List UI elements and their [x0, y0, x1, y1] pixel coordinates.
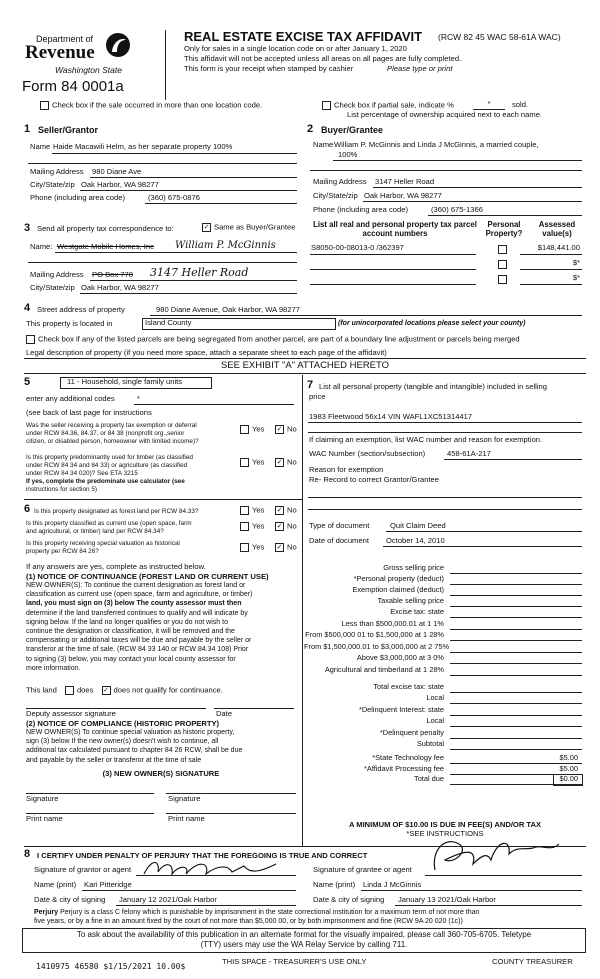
calc-label: Total due	[414, 774, 444, 783]
q-timber-no[interactable]	[275, 458, 297, 467]
checkbox[interactable]	[322, 101, 331, 110]
tax-corr-heading: Send all property tax correspondence to:	[37, 224, 174, 233]
section-4-number: 4	[24, 302, 31, 314]
does-label: does	[76, 685, 94, 695]
calc-label: Less than $500,000.01 at 1 1%	[341, 619, 444, 628]
form-number: Form 84 0001a	[22, 78, 124, 95]
rule	[310, 254, 476, 255]
total-due-box	[553, 774, 583, 786]
exempt-label: If claiming an exemption, list WAC number and reason for exemption.	[309, 435, 543, 444]
seller-mail-label: Mailing Address	[30, 167, 84, 176]
rule	[28, 262, 297, 263]
notice-1-line: signing below. If the land no longer qualifies or you do not wish to	[26, 618, 228, 626]
checkbox[interactable]	[240, 425, 249, 434]
multi-location-check[interactable]	[40, 101, 262, 110]
calc-value-rule	[450, 663, 582, 664]
does-not-checkbox[interactable]: ✓	[103, 687, 109, 694]
tax-corr-mail-handwritten: 3147 Heller Road	[150, 266, 249, 279]
seller-name-value: Haide Macawili Helm, as her separate property 100%	[53, 142, 233, 151]
rule	[150, 315, 582, 316]
buyer-mail-value: 3147 Heller Road	[375, 177, 435, 186]
tax-corr-name-label: Name:	[30, 242, 53, 251]
grantee-signature	[425, 830, 565, 874]
rule	[428, 215, 582, 216]
rule	[520, 254, 582, 255]
doc-type-label: Type of document	[309, 521, 370, 530]
rule	[308, 432, 582, 433]
grantee-date-label: Date & city of signing	[313, 895, 385, 904]
rule	[134, 404, 294, 405]
accessibility-line-1: To ask about the availability of this publication in an alternate format for the visually impaired, please call 360-705-6705. Teletype	[76, 930, 532, 939]
dept-line: Department of	[36, 34, 94, 44]
buyer-name-value: William P. McGinnis and Linda J McGinnis, a married couple,	[334, 140, 539, 149]
rule	[383, 546, 582, 547]
date-label: Date	[216, 709, 233, 718]
calc-value: $5.00	[559, 764, 578, 773]
rule	[24, 373, 586, 374]
rule	[52, 153, 297, 154]
notice-1-line: classification as current use (open space, farm and agriculture, or timber)	[26, 591, 253, 599]
yes-label: Yes	[252, 542, 265, 552]
q-timber-line-2: under RCW 84 34 and 84 33) or agriculture (as classified	[26, 462, 188, 469]
treasurer-use-note: THIS SPACE - TREASURER'S USE ONLY	[222, 957, 367, 966]
q-forest-yes[interactable]	[240, 506, 264, 515]
checkbox[interactable]	[26, 335, 35, 344]
q-current-use-yes[interactable]	[240, 522, 264, 531]
q-current-use-line-1: Is this property classified as current use (open space, farm	[26, 520, 192, 527]
accessibility-line-2: (TTY) users may use the WA Relay Service by calling 711.	[200, 940, 408, 949]
q-exemption-line-3: citizen, or disabled person, homeowner with limited income)?	[26, 438, 199, 445]
grantor-signature	[140, 854, 280, 880]
calc-label: Agricultural and timberland at 1 28%	[324, 665, 444, 674]
personal-prop-value: 1983 Fleetwood 56x14 VIN WAFL1XC51314417	[309, 412, 473, 421]
calc-label: *Affidavit Processing fee	[364, 764, 444, 773]
same-as-buyer-label: Same as Buyer/Grantee	[214, 222, 296, 232]
codes-label: enter any additional codes	[26, 394, 115, 403]
notice-2-line: and payable by the seller or transferor at the time of sale	[26, 756, 202, 764]
county-value: Island County	[145, 318, 192, 327]
grantee-date-value: January 13 2021/Oak Harbor	[398, 895, 496, 904]
q-exemption-line-2: under RCW 84.36, 84.37, or 84 38 (nonprofit org.,senior	[26, 430, 185, 437]
revenue-wordmark: Revenue	[25, 42, 95, 63]
street-value: 980 Diane Avenue, Oak Harbor, WA 98277	[156, 305, 300, 314]
codes-note: (see back of last page for instructions	[26, 408, 152, 417]
calc-value-rule	[450, 606, 582, 607]
calc-value-rule	[450, 749, 582, 750]
partial-note: List percentage of ownership acquired next to each name.	[347, 110, 543, 119]
notice-1-line: more information.	[26, 664, 81, 672]
notice-1-line: transferor at the time of sale. (RCW 84 33 140 or RCW 84.34 108) Prior	[26, 646, 249, 654]
calc-value-rule	[450, 692, 582, 693]
does-not-label: does not qualify for continuance.	[113, 685, 223, 695]
rule	[80, 293, 297, 294]
notice-1-title: (1) NOTICE OF CONTINUANCE (FOREST LAND OR CURRENT USE)	[26, 572, 269, 581]
rule	[145, 203, 297, 204]
buyer-name-value-2: 100%	[338, 150, 358, 159]
rule	[80, 190, 297, 191]
rule	[361, 890, 582, 891]
calc-label: *Delinquent Interest: state	[358, 705, 444, 714]
unincorp-note: (for unincorporated locations please select your county)	[338, 320, 526, 327]
calc-label: *State Technology fee	[372, 753, 444, 762]
notice-2-line: sign (3) below If the new owner(s) doesn't wish to continue, all	[26, 738, 219, 746]
calc-value-rule	[450, 640, 582, 641]
land-qualify-row	[26, 686, 223, 695]
calc-label: Total excise tax: state	[373, 682, 444, 691]
header-note-3b: Please type or print	[387, 64, 453, 73]
grantee-name-label: Name (print)	[313, 880, 356, 889]
calc-value-rule	[450, 738, 582, 739]
buyer-mail-label: Mailing Address	[313, 177, 367, 186]
perjury-text-2: five years, or by a fine in an amount fixed by the court of not more than $5,000 00, or by both imprisonment and fine (RCW 9A 20 020 (1c))	[34, 918, 463, 925]
rule	[308, 509, 582, 510]
rule	[308, 422, 582, 423]
same-as-buyer-check[interactable]	[202, 223, 295, 232]
seller-heading: Seller/Grantor	[38, 125, 99, 135]
notice-1-line: NEW OWNER(S): To continue the current designation as forest land or	[26, 582, 246, 589]
checkbox-checked[interactable]: ✓	[276, 459, 283, 466]
rule	[24, 499, 302, 500]
segregate-label: Check box if any of the listed parcels are being segregated from another parcel, are part of a boundary line adjustment or parcels being merged	[38, 334, 520, 344]
doc-type-value: Quit Claim Deed	[390, 521, 446, 530]
rule	[55, 252, 297, 253]
q-exemption-yes[interactable]	[240, 425, 264, 434]
calc-value-rule	[450, 726, 582, 727]
rule	[90, 177, 297, 178]
tax-corr-mail-struck: PO Box 778	[92, 270, 133, 279]
checkbox[interactable]	[240, 543, 249, 552]
calc-value: $0.00	[559, 774, 578, 783]
tax-corr-city-value: Oak Harbor, WA 98277	[81, 283, 159, 292]
rule	[116, 905, 296, 906]
if-any-yes: If any answers are yes, complete as instructed below.	[26, 562, 206, 571]
rule	[310, 284, 476, 285]
personal-prop-heading-2: price	[309, 392, 326, 401]
parcel-col-header: List all real and personal property tax parcel account numbers	[313, 220, 477, 238]
q-historic-line-1: Is this property receiving special valuation as historical	[26, 540, 180, 547]
calc-value-rule	[450, 595, 582, 596]
calc-value: $5.00	[559, 753, 578, 762]
no-label: No	[287, 424, 297, 434]
q-timber-yes[interactable]	[240, 458, 264, 467]
q-exemption-no[interactable]	[275, 425, 297, 434]
legal-value: SEE EXHIBIT "A" ATTACHED HERETO	[220, 360, 390, 371]
q-forest: Is this property designated as forest land per RCW 84.33?	[34, 508, 199, 515]
rule	[310, 170, 582, 171]
calc-label: *Personal property (deduct)	[353, 574, 444, 583]
notice-2-line: additional tax calculated pursuant to chapter 84 26 RCW, shall be due	[26, 747, 243, 755]
q-forest-no[interactable]	[275, 506, 297, 515]
certify-statement: I CERTIFY UNDER PENALTY OF PERJURY THAT THE FOREGOING IS TRUE AND CORRECT	[37, 851, 368, 860]
parcel-row-3-value: $*	[572, 273, 580, 282]
wac-label: WAC Number (section/subsection)	[309, 449, 426, 458]
header-divider	[165, 30, 166, 100]
q-timber-line-1: Is this property predominantly used for timber (as classified	[26, 454, 193, 461]
rule	[386, 531, 582, 532]
legal-label: Legal description of property (if you need more space, attach a separate sheet to each page of the affidavit)	[26, 348, 387, 357]
calc-label: Local	[426, 693, 444, 702]
calc-label: From $500,000 01 to $1,500,000 at 1 28%	[305, 630, 444, 639]
section-1-number: 1	[24, 123, 31, 135]
section-2-number: 2	[307, 123, 314, 135]
q-historic-yes[interactable]	[240, 543, 264, 552]
owner-signature-label-2: Signature	[168, 794, 201, 803]
notice-1-line: to signing (3) below, you may contact your local county assessor for	[26, 655, 236, 663]
seller-mail-value: 980 Diane Ave	[92, 167, 142, 176]
calc-label: Above $3,000,000 at 3 0%	[356, 653, 444, 662]
section-7-number: 7	[307, 379, 314, 391]
parcel-row-1-number: S8050-00-08013-0 /362397	[311, 243, 404, 252]
rule	[425, 875, 582, 876]
perjury-label: Perjury	[34, 909, 59, 916]
calc-value-rule	[450, 617, 582, 618]
no-label: No	[287, 457, 297, 467]
rule	[373, 187, 582, 188]
buyer-name-label: Name	[313, 140, 334, 149]
assessed-col-header: Assessed value(s)	[538, 220, 576, 238]
q-timber-line-3: under RCW 84 34 020)? See ETA 3215	[26, 470, 138, 477]
calc-label: Excise tax: state	[390, 607, 444, 616]
reason-label: Reason for exemption	[309, 465, 384, 474]
rule	[90, 280, 297, 281]
calc-value-rule	[450, 715, 582, 716]
checkbox-checked[interactable]: ✓	[203, 224, 210, 231]
doc-date-label: Date of document	[309, 536, 369, 545]
county-treasurer: COUNTY TREASURER	[492, 957, 573, 966]
codes-value: *	[137, 394, 140, 403]
section-6-number: 6	[24, 503, 31, 515]
located-label: This property is located in	[26, 319, 113, 328]
seller-name-label: Name	[30, 142, 51, 151]
calc-label: *Delinquent penalty	[379, 728, 444, 737]
rule	[308, 497, 582, 498]
rule	[333, 160, 582, 161]
personal-prop-heading: List all personal property (tangible and intangible) included in selling	[319, 382, 547, 391]
reason-value: Re- Record to correct Grantor/Grantee	[309, 475, 439, 484]
rule	[82, 890, 296, 891]
cashier-stamp: 1410975 46580 $1/15/2021 10.00$	[36, 962, 186, 971]
calc-label: Taxable selling price	[377, 596, 444, 605]
tax-corr-name-handwritten: William P. McGinnis	[175, 240, 276, 251]
revenue-logo-icon	[104, 31, 132, 59]
checkbox[interactable]	[240, 458, 249, 467]
buyer-phone-label: Phone (including area code)	[313, 205, 408, 214]
calc-value-rule	[450, 652, 582, 653]
doc-date-value: October 14, 2010	[386, 536, 445, 545]
street-label: Street address of property	[37, 305, 125, 314]
form-rcw: (RCW 82 45 WAC 58-61A WAC)	[438, 32, 561, 42]
calc-label: Exemption claimed (deduct)	[352, 585, 444, 594]
seller-phone-label: Phone (including area code)	[30, 193, 125, 202]
owner-print-label-2: Print name	[168, 814, 205, 823]
buyer-heading: Buyer/Grantee	[321, 125, 384, 135]
section-3-number: 3	[24, 222, 31, 234]
yes-label: Yes	[252, 505, 265, 515]
partial-percent-field[interactable]: *	[473, 100, 505, 110]
column-divider	[302, 375, 303, 847]
header-note-3: This form is your receipt when stamped by cashier	[184, 64, 354, 73]
yes-label: Yes	[252, 424, 265, 434]
grantor-date-value: January 12 2021/Oak Harbor	[119, 895, 217, 904]
partial-sale-check[interactable]	[322, 101, 454, 110]
notice-1-line: land, you must sign on (3) below The county assessor must then	[26, 600, 242, 608]
deputy-label: Deputy assessor signature	[26, 709, 116, 718]
calc-value-rule	[450, 573, 582, 574]
rule	[24, 358, 586, 359]
calc-value-rule	[450, 703, 582, 704]
q-current-use-no[interactable]	[275, 522, 297, 531]
checkbox-checked[interactable]: ✓	[276, 544, 283, 551]
grantee-sig-label: Signature of grantee or agent	[313, 865, 412, 874]
segregate-check[interactable]	[26, 335, 520, 344]
checkbox[interactable]	[240, 522, 249, 531]
personal-property-checkbox-3[interactable]	[498, 275, 507, 284]
buyer-city-value: Oak Harbor, WA 98277	[364, 191, 442, 200]
q-timber-line-4: If yes, complete the predominate use calculator (see	[26, 478, 185, 485]
parcel-row-1-value: $148,441.00	[537, 243, 580, 252]
personal-property-checkbox-1[interactable]	[498, 245, 507, 254]
seller-phone-value: (360) 675-0876	[148, 193, 200, 202]
grantee-name-value: Linda J McGinnis	[363, 880, 422, 889]
state-line: Washington State	[55, 65, 122, 75]
q-timber-line-5: instructions for section 5)	[26, 486, 98, 493]
use-code-select[interactable]	[60, 377, 212, 389]
does-checkbox[interactable]	[65, 686, 74, 695]
q-current-use-line-2: and agricultural, or timber) land per RCW 84.34?	[26, 528, 164, 535]
grantor-sig-label: Signature of grantor or agent	[34, 865, 132, 874]
grantor-date-label: Date & city of signing	[34, 895, 106, 904]
tax-corr-name-struck: Westgate Mobile Homes, Inc	[57, 242, 154, 251]
checkbox-checked[interactable]: ✓	[276, 523, 283, 530]
rule	[310, 269, 476, 270]
checkbox[interactable]	[240, 506, 249, 515]
personal-col-header: Personal Property?	[485, 220, 523, 238]
form-title: REAL ESTATE EXCISE TAX AFFIDAVIT	[184, 29, 423, 44]
calc-value-rule	[450, 675, 582, 676]
calc-label: Gross selling price	[383, 563, 444, 572]
seller-city-label: City/State/zip	[30, 180, 75, 189]
grantor-name-label: Name (print)	[34, 880, 77, 889]
perjury-text-1: Perjury is a class C felony which is punishable by imprisonment in the state correctional institution for a maximum term of not more than	[60, 909, 480, 916]
see-instructions: *SEE INSTRUCTIONS	[406, 829, 484, 838]
tax-corr-mail-label: Mailing Address	[30, 270, 84, 279]
personal-property-checkbox-2[interactable]	[498, 260, 507, 269]
owner-print-label-1: Print name	[26, 814, 63, 823]
section-8-number: 8	[24, 848, 31, 860]
partial-sale-label: Check box if partial sale, indicate %	[334, 100, 454, 110]
header-note-1: Only for sales in a single location code on or after January 1, 2020	[184, 44, 407, 53]
county-select[interactable]	[142, 318, 336, 330]
no-label: No	[287, 521, 297, 531]
tax-corr-city-label: City/State/zip	[30, 283, 75, 292]
land-label: This land	[26, 685, 57, 695]
calc-label: From $1,500,000.01 to $3,000,000 at 2 75%	[304, 642, 450, 651]
checkbox-checked[interactable]: ✓	[276, 426, 283, 433]
minimum-fee-note: A MINIMUM OF $10.00 IS DUE IN FEE(S) AND/OR TAX	[348, 820, 542, 829]
no-label: No	[287, 505, 297, 515]
q-historic-no[interactable]	[275, 543, 297, 552]
calc-label: Local	[426, 716, 444, 725]
notice-1-line: continue the designation or classification, it will be removed and the	[26, 628, 235, 635]
use-code-value: 11 - Household, single family units	[67, 377, 183, 386]
seller-city-value: Oak Harbor, WA 98277	[81, 180, 159, 189]
perjury-notice	[34, 909, 479, 917]
rule	[520, 269, 582, 270]
calc-value-rule	[450, 629, 582, 630]
q-exemption-line-1: Was the seller receiving a property tax exemption or deferral	[26, 422, 197, 429]
calc-value-rule	[450, 584, 582, 585]
buyer-city-label: City/State/zip	[313, 191, 358, 200]
header-note-2: This affidavit will not be accepted unless all areas on all pages are fully completed.	[184, 54, 462, 63]
yes-label: Yes	[252, 457, 265, 467]
multi-location-label: Check box if the sale occurred in more than one location code.	[52, 100, 263, 110]
q-historic-line-2: property per RCW 84 26?	[26, 548, 99, 555]
rule	[28, 163, 297, 164]
rule	[395, 905, 582, 906]
rule	[444, 459, 582, 460]
notice-2-title: (2) NOTICE OF COMPLIANCE (HISTORIC PROPERTY)	[26, 719, 220, 728]
section-5-number: 5	[24, 376, 31, 388]
sold-label: sold.	[512, 100, 529, 109]
notice-1-line: determine if the land transferred continues to qualify and will indicate by	[26, 609, 248, 617]
rule	[363, 201, 582, 202]
notice-2-line: NEW OWNER(S) To continue special valuation as historic property,	[26, 729, 235, 736]
notice-1-line: compensating or additional taxes will be due and payable by the seller or	[26, 637, 252, 645]
calc-label: Subtotal	[416, 739, 444, 748]
wac-value: 458-61A-217	[447, 449, 491, 458]
checkbox[interactable]	[40, 101, 49, 110]
yes-label: Yes	[252, 521, 265, 531]
notice-3-title: (3) NEW OWNER(S) SIGNATURE	[102, 769, 220, 778]
grantor-name-value: Kari Pitteridge	[84, 880, 132, 889]
rule	[520, 284, 582, 285]
buyer-phone-value: (360) 675-1366	[431, 205, 483, 214]
parcel-row-2-value: $*	[572, 258, 580, 267]
owner-signature-label-1: Signature	[26, 794, 59, 803]
no-label: No	[287, 542, 297, 552]
checkbox-checked[interactable]: ✓	[276, 507, 283, 514]
